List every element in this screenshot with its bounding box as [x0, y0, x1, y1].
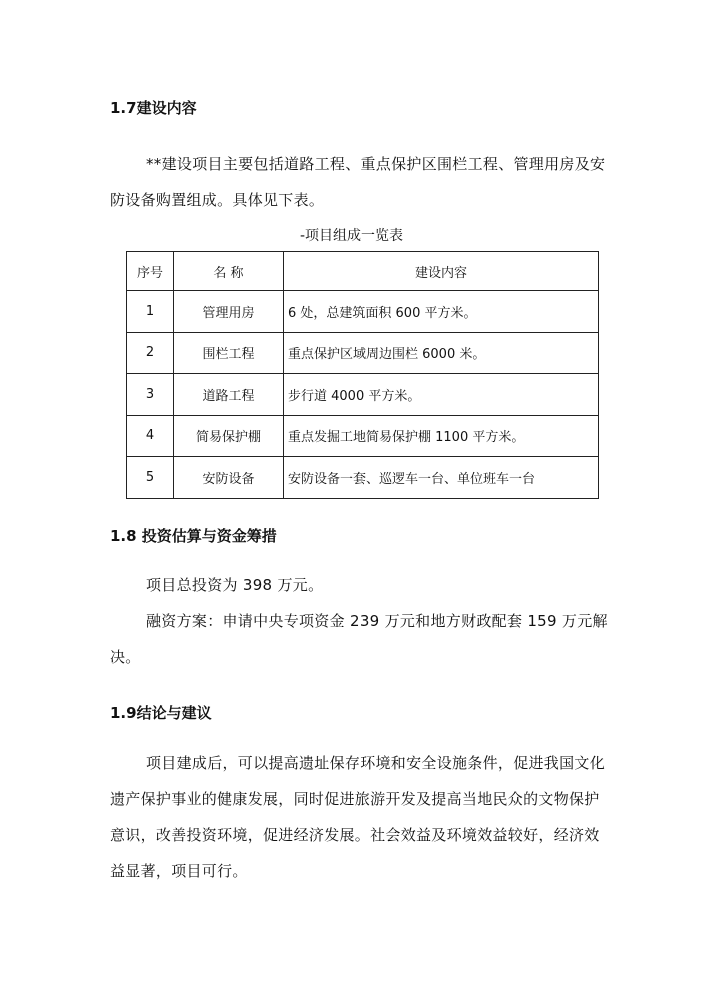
section-1-9-paragraph: 项目建成后，可以提高遗址保存环境和安全设施条件，促进我国文化遗产保护事业的健康发展，同时促进旅游开发及提高当地民众的文物保护意识，改善投资环境，促进经济发展。社会效益及环境效益较好，经济效益显著，项目可行。 — [110, 754, 606, 880]
cell-name: 道路工程 — [174, 374, 284, 416]
header-name: 名 称 — [174, 252, 284, 291]
cell-index: 2 — [127, 332, 174, 374]
table-row — [127, 374, 599, 416]
cell-index: 3 — [127, 374, 174, 416]
cell-name: 管理用房 — [174, 291, 284, 333]
cell-name: 简易保护棚 — [174, 415, 284, 457]
cell-content: 安防设备一套、巡逻车一台、单位班车一台 — [284, 457, 599, 499]
cell-index: 1 — [127, 291, 174, 333]
section-1-7-heading: 1.7建设内容 — [110, 99, 197, 117]
cell-name: 围栏工程 — [174, 332, 284, 374]
section-1-7-paragraph: **建设项目主要包括道路工程、重点保护区围栏工程、管理用房及安防设备购置组成。具体见下表。 — [110, 155, 606, 209]
section-1-8-paragraph-1: 项目总投资为 398 万元。 — [146, 576, 324, 594]
cell-index: 5 — [127, 457, 174, 499]
project-composition-table — [126, 251, 599, 499]
table-header-row — [127, 252, 599, 291]
cell-content: 重点发掘工地简易保护棚 1100 平方米。 — [284, 415, 599, 457]
table-row — [127, 291, 599, 333]
cell-content: 重点保护区域周边围栏 6000 米。 — [284, 332, 599, 374]
section-1-8-heading: 1.8 投资估算与资金筹措 — [110, 527, 277, 545]
header-index: 序号 — [127, 252, 174, 291]
section-1-9-heading: 1.9结论与建议 — [110, 704, 212, 722]
cell-name: 安防设备 — [174, 457, 284, 499]
table-caption: -项目组成一览表 — [299, 228, 404, 244]
section-1-8-paragraph-2: 融资方案：申请中央专项资金 239 万元和地方财政配套 159 万元解决。 — [110, 612, 608, 666]
cell-index: 4 — [127, 415, 174, 457]
table-row — [127, 332, 599, 374]
header-content: 建设内容 — [284, 252, 599, 291]
table-row — [127, 415, 599, 457]
table-row — [127, 457, 599, 499]
cell-content: 6 处，总建筑面积 600 平方米。 — [284, 291, 599, 333]
cell-content: 步行道 4000 平方米。 — [284, 374, 599, 416]
